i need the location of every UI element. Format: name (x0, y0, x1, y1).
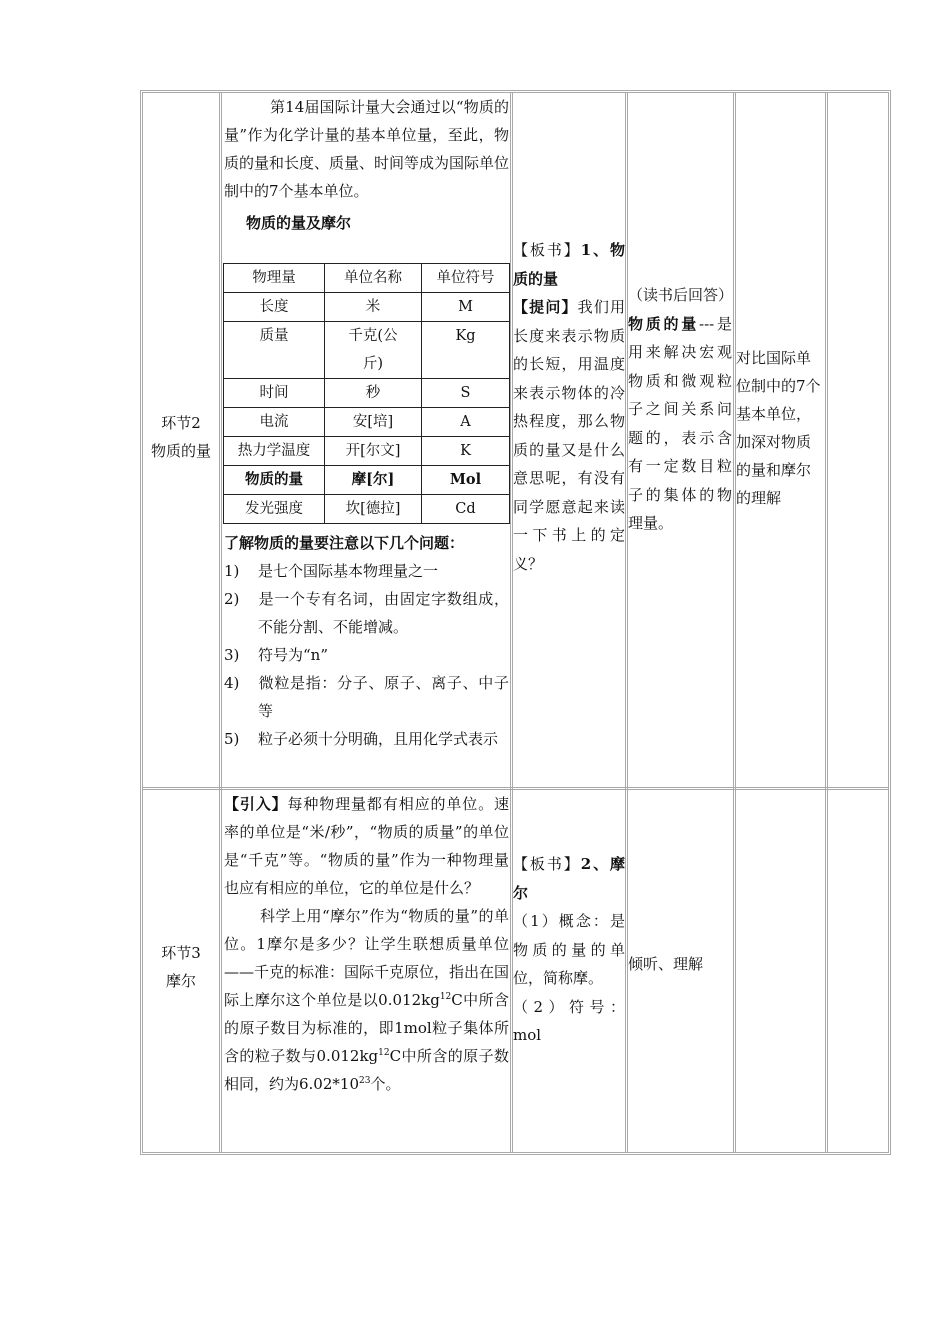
notes-heading: 了解物质的量要注意以下几个问题： (224, 534, 465, 552)
unit-symbol-cell: S (422, 379, 510, 408)
symbol-text: （2）符号：mol (513, 997, 625, 1044)
column-divider (825, 93, 828, 1152)
quantity-cell: 质量 (224, 322, 325, 379)
unit-symbol-cell: Mol (422, 466, 510, 495)
student-dash: --- (699, 314, 715, 333)
student-activity-cell-2 (628, 950, 732, 978)
question-note (513, 293, 625, 578)
list-number: 4) (224, 674, 240, 692)
unit-name-cell: 摩[尔] (325, 466, 422, 495)
intro-text: 每种物理量都有相应的单位。速率的单位是“米/秒”，“物质的质量”的单位是“千克”等。“物质的量”作为一种物理量也应有相应的单位，它的单位是什么？ (224, 795, 509, 897)
subheading: 物质的量及摩尔 (246, 214, 352, 232)
student-text: 是用来解决宏观物质和微观粒子之间关系问题的，表示含有一定数目粒子的集体的物理量。 (628, 314, 732, 532)
unit-name-cell: 米 (325, 293, 422, 322)
content-cell-1 (224, 93, 509, 237)
unit-symbol-cell: A (422, 408, 510, 437)
list-text: 是七个国际基本物理量之一 (258, 562, 439, 580)
notes-block (224, 529, 509, 753)
list-number: 1) (224, 562, 240, 580)
list-number: 2) (224, 590, 240, 608)
stage-topic: 摩尔 (165, 972, 196, 990)
body-text: C中所含的原子数目为标准的，即1mol粒子集体所含的粒子数与0.012kg (224, 991, 509, 1065)
unit-name-cell: 开[尔文] (325, 437, 422, 466)
list-text: 符号为“n” (258, 646, 328, 664)
list-item (224, 725, 509, 753)
quantity-cell: 物质的量 (224, 466, 325, 495)
intro-tag: 【引入】 (224, 795, 288, 813)
list-text: 粒子必须十分明确，且用化学式表示 (258, 730, 499, 748)
question-text: 我们用长度来表示物质的长短，用温度来表示物体的冷热程度，那么物质的量又是什么意思呢，有没有同学愿意起来读一下书上的定义？ (513, 298, 625, 573)
table-row (224, 495, 510, 524)
header-unit-symbol: 单位符号 (422, 264, 510, 293)
body-text: C中所含的原子数相同，约为6.02*10 (224, 1047, 509, 1093)
superscript: 12 (439, 992, 452, 1002)
list-item (224, 669, 509, 725)
stage-label: 环节3 (161, 944, 201, 962)
table-row (224, 408, 510, 437)
unit-name-cell: 坎[德拉] (325, 495, 422, 524)
table-row (224, 379, 510, 408)
student-response: 倾听、理解 (628, 955, 704, 973)
student-response (628, 281, 732, 538)
stage-cell-2 (143, 409, 219, 465)
quantity-cell: 时间 (224, 379, 325, 408)
stage-topic: 物质的量 (150, 442, 211, 460)
column-divider (625, 93, 628, 1152)
table-row (224, 437, 510, 466)
unit-symbol-cell: Cd (422, 495, 510, 524)
list-item (224, 557, 509, 585)
board-text: 2、摩尔 (513, 855, 625, 902)
content-cell-2 (224, 790, 509, 1098)
teacher-activity-cell-1 (513, 236, 625, 578)
board-tag: 【板书】 (513, 855, 581, 873)
table-row (224, 322, 510, 379)
table-row-highlight (224, 466, 510, 495)
board-text: 1、物质的量 (513, 241, 625, 288)
notes-list (224, 557, 509, 753)
column-divider (219, 93, 222, 1152)
student-prefix: （读书后回答） (628, 286, 734, 304)
unit-symbol-cell: Kg (422, 322, 510, 379)
unit-symbol-cell: M (422, 293, 510, 322)
list-item (224, 641, 509, 669)
unit-name-cell: 秒 (325, 379, 422, 408)
quantity-cell: 电流 (224, 408, 325, 437)
unit-name-cell: 千克(公斤) (325, 322, 422, 379)
board-note (513, 236, 625, 293)
quantity-cell: 长度 (224, 293, 325, 322)
teacher-activity-cell-2 (513, 850, 625, 1050)
quantity-cell: 热力学温度 (224, 437, 325, 466)
quantity-cell: 发光强度 (224, 495, 325, 524)
header-unit-name: 单位名称 (325, 264, 422, 293)
table-row (224, 293, 510, 322)
body-text: 个。 (370, 1075, 401, 1093)
list-text: 微粒是指：分子、原子、离子、中子等 (258, 674, 509, 720)
superscript: 12 (378, 1048, 390, 1058)
list-item (224, 585, 509, 641)
design-intent: 对比国际单位制中的7个基本单位，加深对物质的量和摩尔的理解 (736, 349, 821, 507)
stage-label: 环节2 (161, 414, 201, 432)
lesson-table (140, 90, 891, 1155)
unit-name-cell: 安[培] (325, 408, 422, 437)
list-number: 5) (224, 730, 240, 748)
concept-text: （1）概念：是物质的量的单位，简称摩。 (513, 912, 625, 987)
header-quantity: 物理量 (224, 264, 325, 293)
intro-paragraph (224, 790, 509, 902)
superscript: 23 (359, 1076, 371, 1086)
list-text: 是一个专有名词，由固定字数组成，不能分割、不能增减。 (258, 590, 509, 636)
student-keyword: 物质的量 (628, 314, 700, 333)
board-note (513, 850, 625, 907)
intro-paragraph: 第14届国际计量大会通过以“物质的量”作为化学计量的基本单位量，至此，物质的量和长度、质量、时间等成为国际单位制中的7个基本单位。 (224, 98, 510, 200)
student-activity-cell-1 (628, 281, 732, 538)
intent-cell-1 (736, 344, 824, 512)
units-table (223, 263, 510, 524)
body-paragraph (224, 902, 509, 1098)
column-divider (733, 93, 736, 1152)
question-tag: 【提问】 (513, 298, 578, 316)
unit-symbol-cell: K (422, 437, 510, 466)
list-number: 3) (224, 646, 240, 664)
units-table-header (224, 264, 510, 293)
body-text: 科学上用“摩尔”作为“物质的量”的单位。1摩尔是多少？让学生联想质量单位——千克的标准：国际千克原位，指出在国际上摩尔这个单位是以0.012kg (224, 907, 510, 1009)
stage-cell-3 (143, 939, 219, 995)
board-tag: 【板书】 (513, 241, 581, 259)
